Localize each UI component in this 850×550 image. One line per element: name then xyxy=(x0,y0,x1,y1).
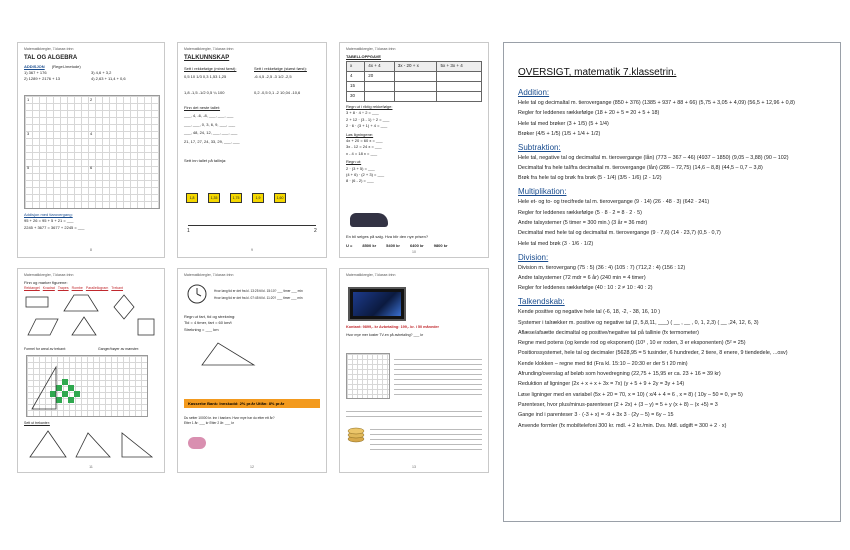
exercise-line: 8 · (6 - 2) = ___ xyxy=(346,178,374,184)
section-heading: Løs ligningene: xyxy=(346,131,374,137)
exercise-line: x - 4 = 18 x = ___ xyxy=(346,150,378,156)
coin-stack-image xyxy=(346,425,366,445)
table-header: 4x + 4 xyxy=(365,62,394,72)
legend-item: Kvadrat xyxy=(42,286,55,291)
number-line xyxy=(188,225,316,226)
interest-question: Du setter 10000 kr. inn i banken. Hvor mye har du etter ett år? xyxy=(184,416,275,420)
triangles xyxy=(18,427,165,463)
section-heading: Multiplikation: xyxy=(518,187,567,197)
grid-label: 3 xyxy=(27,131,30,136)
exercise-line: 2 + 12 · (3 - 1) ÷ 2 = ___ xyxy=(346,116,390,122)
overview-line: Anvende formler (fx mobiltelefoni 300 kr. mdl. + 2 kr./min. Dvs. Mdl. udgift = 300 + 2 · x) xyxy=(518,422,727,429)
triangle-shape xyxy=(72,317,96,335)
pattern-line: ___, 4, -6, -8, ___, ___, ___ xyxy=(184,113,234,119)
exercise-line: 4) 2,63 + 11,4 + 0,6 xyxy=(91,75,126,81)
page-title: Finn og marker figurene: xyxy=(24,279,68,285)
number-box: 1,60 xyxy=(274,193,286,203)
number-box: 1,8 xyxy=(186,193,198,203)
page-number: 9 xyxy=(251,248,253,253)
exercise-line: 3) 4,6 + 3,2 xyxy=(91,70,112,76)
page-thumbnail-4 xyxy=(17,268,165,473)
table-header: 3x - 20 + x xyxy=(394,62,437,72)
time-question: Hvor lang tid er det fra kl. 13:25 til kl. 15:10? ___ timer ___ min xyxy=(214,289,303,293)
area-heading: Formel for areal av trekant: xyxy=(24,347,67,351)
sequence-row: 1,8 -1,5 -1/2 0,5 ¼ 100 xyxy=(184,89,225,95)
section-heading: Addition: xyxy=(518,88,550,97)
section-heading: Sett inn tallet på tallinja: xyxy=(184,157,227,163)
overview-line: Kende klokken – regne med tid (Fra kl. 15:10 – 20:30 er der 5 t 20 min) xyxy=(518,360,688,367)
overview-line: Hele tal med brøk (3 · 1/6 · 1/2) xyxy=(518,240,594,247)
grid-label: 2 xyxy=(90,97,93,102)
price-option: 5400 kr xyxy=(386,243,400,248)
clock-icon xyxy=(186,283,208,305)
overview-line: Decimaltal med hele tal og decimaltal m. tierovergange (9 · 7,6) (14 · 23,7) (0,5 · 0,7) xyxy=(518,230,721,237)
exercise-line: 3 + 8 · 4 ÷ 2 = ___ xyxy=(346,110,379,116)
sequence-row: 0,2 -0,5 0,1 -2 10,04 -10,6 xyxy=(254,89,301,95)
overview-line: Decimaltal fra hele tal/fra decimaltal m. tierovergange (lån) (286 – 72,75) (14,6 – 8,8) (44,5 – 0,7 – 3,8) xyxy=(518,165,763,172)
overview-line: Andre talsystemer (72 mdr = 6 år) (240 min = 4 timer) xyxy=(518,274,646,281)
table-cell: 20 xyxy=(365,72,394,82)
number-line-end: 2 xyxy=(314,228,317,234)
geometry-shapes xyxy=(18,291,165,341)
page-thumbnail-1 xyxy=(17,42,165,258)
page-header: Matematikkregler, 7.klasse-trinn xyxy=(24,273,74,277)
table-cell xyxy=(437,72,482,82)
tv-question: Hvor mye mer koster TV-en på avbetaling? ___ kr xyxy=(346,333,424,337)
section-heading: Talkendskab: xyxy=(518,297,565,307)
number-box: 1,35 xyxy=(208,193,220,203)
pattern-line: ___, ___, 0, 3, 6, 9, ___, ___ xyxy=(184,121,236,127)
legend-item: Rektangel xyxy=(24,286,40,291)
speed-line: Tid = 4 timer, fart = 60 km/t xyxy=(184,320,232,326)
exercise-line: 2 · (3 + 5) = ___ xyxy=(346,165,375,171)
overview-line: Hele tal og decimaltal m. tierovergange (850 + 376) (1385 + 937 + 88 + 66) (5,75 + 3,05 + 4,09) (56,5 + 12,96 + 0,8) xyxy=(518,100,795,106)
overview-line: Aflæse/afsætte decimaltal og positive/negative tal på tallinie (fx termometer) xyxy=(518,329,699,336)
section-heading: Division: xyxy=(518,252,549,262)
exercise-line: 2) 1289 + 2176 + 13 xyxy=(24,75,61,81)
number-box-row xyxy=(186,193,286,203)
parallelogram-shape xyxy=(28,319,58,335)
overview-line: Hele et- og to- og trecifrede tal m. tierovergange (9 · 14) (26 · 48 · 3) (642 · 241) xyxy=(518,199,710,206)
text-block xyxy=(394,355,482,395)
car-image xyxy=(350,213,388,227)
text-block xyxy=(346,407,482,417)
pattern-heading: Ganger/bøyer av mønster: xyxy=(98,347,140,351)
overview-line: Division m. tierovergang (75 : 5) (36 : 4) (105 : 7) (712,2 : 4) (156 : 12) xyxy=(518,264,686,271)
table-cell xyxy=(394,82,437,92)
column-heading: Sett i rekkefølge (størst først): xyxy=(254,65,307,71)
interest-answer: Etter 1 år: ___ kr Etter 2 år: ___ kr xyxy=(184,421,235,426)
overview-line: Regler for leddenes rækkefølge (40 : 10 : 2 ≠ 10 : 40 : 2) xyxy=(518,285,653,292)
overview-line: Regler for leddenes rækkefølge (18 + 20 + 5 = 20 + 5 + 18) xyxy=(518,110,660,117)
page-number: 11 xyxy=(89,465,93,470)
page-thumbnail-2 xyxy=(177,42,327,258)
table-cell: 4 xyxy=(347,72,365,82)
overview-line: Hele tal, negative tal og decimaltal m. tierovergange (lån) (773 – 367 – 46) (4937 – 1850) (9,05 – 3,88) (90 – 102) xyxy=(518,154,789,161)
table-cell: 15 xyxy=(347,82,365,92)
overview-line: Afrunding/overslag af beløb som hovedregning (22,75 + 15,95 er ca. 23 + 16 = 39 kr) xyxy=(518,371,721,378)
overview-line: Reduktion af ligninger (2x + x + x + 3x = 7x) (y + 5 + 9 + 2y = 3y + 14) xyxy=(518,381,685,388)
page-number: 12 xyxy=(250,465,254,470)
speed-line: Strekning = ___ km xyxy=(184,326,219,332)
price-label: U = xyxy=(346,243,353,248)
green-pattern xyxy=(26,355,146,415)
section-heading: Finn det neste tallet: xyxy=(184,104,221,110)
legend-item: Trekant xyxy=(111,286,124,291)
overview-title: OVERSIGT, matematik 7.klassetrin. xyxy=(518,67,677,78)
overview-panel xyxy=(503,42,841,522)
price-option: 6400 kr xyxy=(409,243,424,248)
page-title: TALKUNNSKAP xyxy=(184,54,230,61)
table-cell: 30 xyxy=(347,92,365,102)
grid-label: 1 xyxy=(27,97,30,102)
number-box: 1,75 xyxy=(230,193,242,203)
table-cell xyxy=(437,82,482,92)
overview-line: Løse ligninger med en variabel (5x + 20 = 70, x = 10) ( x/4 + 4 = 6 , x = 8) ( 10y – 50 = 0, y= 5) xyxy=(518,391,743,398)
triangle-diagram xyxy=(198,339,258,369)
grid-label: 6 xyxy=(90,165,93,170)
calendar-grid xyxy=(346,353,390,399)
section-heading: Regn ut i riktig rekkefølge: xyxy=(346,104,393,109)
pattern-line: 21, 17, 27, 24, 33, 29, ___, ___ xyxy=(184,138,240,144)
section-heading: ADDISJON (Regel-/metode) xyxy=(24,63,81,69)
table-cell xyxy=(365,92,394,102)
section-heading: Regn ut: xyxy=(346,159,362,165)
page-title: TAL OG ALGEBRA xyxy=(24,54,78,61)
overview-line: Positionssystemet, hele tal og decimaler (5628,95 = 5 tusinder, 6 hundreder, 2 tiere, 8 enere, 9 tiendedele, ...osv) xyxy=(518,350,788,357)
table-cell xyxy=(365,82,394,92)
price-option: 8500 kr xyxy=(362,243,377,248)
rhombus-shape xyxy=(114,295,134,319)
value-table xyxy=(346,61,482,102)
overview-line: Hele tal med brøker (3 + 1/5) (5 + 1/4) xyxy=(518,120,609,127)
overview-line: Brøk fra hele tal og brøk fra brøk (5 - 1/4) (3/5 - 1/6) (2 - 1/2) xyxy=(518,175,662,182)
pattern-line: ___, 48, 24, 12, ___, ___, ___ xyxy=(184,130,238,136)
page-header: Matematikkregler, 7.klasse-trinn xyxy=(184,47,234,51)
number-box: 1,9 xyxy=(252,193,264,203)
sequence-row: -6 4,5 -2,5 -3 1/2 -2,5 xyxy=(254,74,292,80)
overview-line: Regler for leddenes rækkefølge (5 · 8 · 2 = 8 · 2 · 5) xyxy=(518,209,642,216)
grid-label: 5 xyxy=(27,165,30,170)
page-thumbnail-3 xyxy=(339,42,489,258)
page-number: 13 xyxy=(412,465,416,470)
trapezoid-shape xyxy=(64,295,98,311)
overview-line: Gange ind i parenteser 3 · (-3 + x) = -9 + 3x 3 · (2y – 5) = 6y – 15 xyxy=(518,412,674,419)
grid-label: 4 xyxy=(90,131,93,136)
speed-line: Regn ut fart, tid og strekning: xyxy=(184,314,236,319)
page-header: Matematikkregler, 7.klasse-trinn xyxy=(346,273,396,277)
column-heading: Sett i rekkefølge (minst først): xyxy=(184,65,237,71)
bank-banner: Kasserbe Bank: Innskudd: 2% pr.år Utlån: 8% pr.år xyxy=(184,399,320,408)
table-header: x xyxy=(347,62,365,72)
table-header: 5x + 3x + 4 xyxy=(437,62,482,72)
page-thumbnail-6 xyxy=(339,268,489,473)
piggy-bank-image xyxy=(188,437,206,449)
text-block xyxy=(370,425,482,451)
legend-item: Rombe xyxy=(71,286,83,291)
page-header: Matematikkregler, 7.klasse-trinn xyxy=(346,47,396,51)
overview-line: Andre talsystemer (5 timer = 300 min.) (3 år = 36 mdr) xyxy=(518,220,648,227)
exercise-line: 2 · 6 · (3 + 1) + 4 = ___ xyxy=(346,123,388,129)
table-cell xyxy=(437,92,482,102)
exercise-line: (4 + 6) · (2 + 3) = ___ xyxy=(346,171,385,177)
price-row xyxy=(346,243,448,248)
page-thumbnail-5 xyxy=(177,268,327,473)
page-number: 10 xyxy=(412,250,416,255)
legend-item: Parallellogram xyxy=(85,286,109,291)
graph-paper-grid xyxy=(24,95,160,209)
page-title: TABELLOPPGAVE xyxy=(346,53,381,59)
table-cell xyxy=(394,92,437,102)
exercise-line: 4x + 20 = 60 x = ___ xyxy=(346,137,383,143)
exercise-line: 95 + 26 = 95 + 5 + 21 = ___ xyxy=(24,218,74,224)
overview-line: Brøker (4/5 + 1/5) (1/5 + 1/4 + 1/2) xyxy=(518,130,601,137)
tv-price: Kontant: 9899,- kr Avbetaling: 199,- kr. i 50 måneder xyxy=(346,325,439,329)
car-question: En bil selges på salg. Hva blir den nye prisen? xyxy=(346,234,429,239)
rectangle-shape xyxy=(26,297,48,307)
overview-line: Parenteser, hvor plus/minus-parenteser (2 + 2x) + (3 – y) = 5 + y (x + 8) – (x +5) = 3 xyxy=(518,401,718,408)
overview-line: Kende positive og negative hele tal (-6, 18, -2, - 38, 16, 10 ) xyxy=(518,309,661,316)
table-cell xyxy=(394,72,437,82)
overview-line: Systemer i talrækker m. positive og negative tal (2, 5,8,11, ___) ( __ , __ , 0, 1, 2,3) ( __ ,24, 12, 6, 3) xyxy=(518,319,759,326)
overview-sections xyxy=(518,88,828,429)
exercise-line: 1) 367 + 176 xyxy=(24,70,47,76)
page-header: Matematikkregler, 7.klasse-trinn xyxy=(184,273,234,277)
tv-image xyxy=(348,287,406,321)
number-line-start: 1 xyxy=(187,228,190,234)
legend-item: Trapes xyxy=(57,286,69,291)
sequence-row: 0,5 10 1/3 0,3 1,53 1,25 xyxy=(184,74,227,80)
exercise-line: 3x - 12 = 24 x = ___ xyxy=(346,144,382,150)
exercise-line: 2245 + 3677 = 3677 + 2245 = ___ xyxy=(24,224,85,230)
square-shape xyxy=(138,319,154,335)
triangle-heading: Sett ut trekanter: xyxy=(24,421,50,425)
page-header: Matematikkregler, 7.klasse-trinn xyxy=(24,47,74,51)
page-number: 8 xyxy=(90,248,92,253)
price-option: 9800 kr xyxy=(433,243,448,248)
time-question: Hvor lang tid er det fra kl. 07:45 til kl. 11:20? ___ timer ___ min xyxy=(214,296,303,300)
overview-line: Regne med potens (og kende rod og eksponent) (10³ , 10 er roden, 3 er eksponenten) (5² = 25) xyxy=(518,340,746,347)
section-heading: Subtraktion: xyxy=(518,142,561,152)
bottom-section-heading: Addisjon med tiarovergang: xyxy=(24,212,73,217)
